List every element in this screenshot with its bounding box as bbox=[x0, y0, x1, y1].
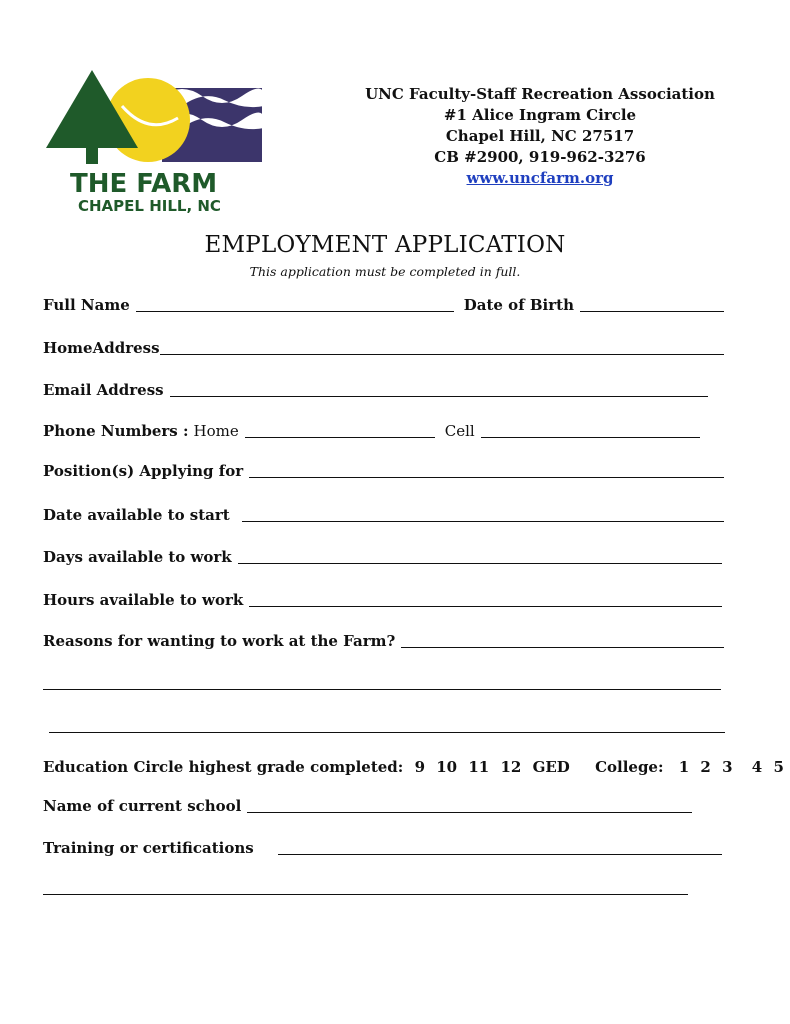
phone-home-label: Home bbox=[193, 422, 239, 440]
college-option-5[interactable]: 5 bbox=[773, 758, 784, 776]
college-option-2[interactable]: 2 bbox=[700, 758, 711, 776]
row-home-address bbox=[43, 339, 724, 357]
school-label: Name of current school bbox=[43, 797, 242, 815]
website-link[interactable]: www.uncfarm.org bbox=[466, 169, 614, 187]
dob-field[interactable] bbox=[580, 297, 724, 312]
row-hours bbox=[43, 591, 722, 609]
org-address: #1 Alice Ingram Circle bbox=[443, 106, 637, 124]
days-field[interactable] bbox=[238, 549, 722, 564]
full-name-label: Full Name bbox=[43, 296, 130, 314]
phone-home-field[interactable] bbox=[245, 423, 435, 438]
dob-label: Date of Birth bbox=[463, 296, 574, 314]
row-days bbox=[43, 548, 722, 566]
grade-option-9[interactable]: 9 bbox=[414, 758, 425, 776]
hours-label: Hours available to work bbox=[43, 591, 244, 609]
org-contact: CB #2900, 919-962-3276 bbox=[434, 148, 646, 166]
full-name-field[interactable] bbox=[136, 297, 454, 312]
training-label: Training or certifications bbox=[43, 839, 254, 857]
phone-label: Phone Numbers : bbox=[43, 422, 189, 440]
school-field[interactable] bbox=[247, 798, 692, 813]
logo-subtitle: CHAPEL HILL, NC bbox=[78, 197, 221, 215]
phone-cell-field[interactable] bbox=[481, 423, 700, 438]
positions-field[interactable] bbox=[249, 463, 724, 478]
grade-option-ged[interactable]: GED bbox=[532, 758, 570, 776]
training-line-2[interactable] bbox=[43, 893, 688, 895]
logo-title: THE FARM bbox=[70, 169, 218, 199]
page-subtitle: This application must be completed in full. bbox=[249, 264, 521, 279]
row-school bbox=[43, 797, 692, 815]
home-address-label: HomeAddress bbox=[43, 339, 160, 357]
row-name-dob bbox=[43, 296, 724, 314]
college-option-1[interactable]: 1 bbox=[678, 758, 690, 776]
the-farm-logo bbox=[42, 66, 264, 216]
college-option-4[interactable]: 4 bbox=[751, 758, 763, 776]
positions-label: Position(s) Applying for bbox=[43, 462, 244, 480]
days-label: Days available to work bbox=[43, 548, 232, 566]
college-option-3[interactable]: 3 bbox=[722, 758, 733, 776]
start-date-field[interactable] bbox=[242, 507, 724, 522]
grade-option-12[interactable]: 12 bbox=[500, 758, 522, 776]
row-positions bbox=[43, 462, 724, 480]
email-field[interactable] bbox=[170, 382, 708, 397]
org-name: UNC Faculty-Staff Recreation Association bbox=[365, 85, 715, 103]
education-row bbox=[43, 758, 790, 776]
grade-option-10[interactable]: 10 bbox=[436, 758, 458, 776]
row-start-date bbox=[43, 506, 724, 524]
reasons-field[interactable] bbox=[401, 633, 724, 648]
education-label: Education Circle highest grade completed: bbox=[43, 758, 404, 776]
grade-option-11[interactable]: 11 bbox=[468, 758, 490, 776]
hours-field[interactable] bbox=[249, 592, 722, 607]
org-city: Chapel Hill, NC 27517 bbox=[445, 127, 635, 145]
college-label: College: bbox=[595, 758, 664, 776]
start-date-label: Date available to start bbox=[43, 506, 230, 524]
page-title: EMPLOYMENT APPLICATION bbox=[204, 232, 566, 258]
phone-cell-label: Cell bbox=[444, 422, 475, 440]
reasons-label: Reasons for wanting to work at the Farm? bbox=[43, 632, 396, 650]
row-phone bbox=[43, 422, 700, 440]
training-field[interactable] bbox=[278, 840, 722, 855]
reasons-line-2[interactable] bbox=[43, 688, 721, 690]
reasons-line-3[interactable] bbox=[49, 731, 725, 733]
organization-block bbox=[360, 84, 720, 189]
email-label: Email Address bbox=[43, 381, 164, 399]
home-address-field[interactable] bbox=[160, 340, 724, 355]
row-reasons bbox=[43, 632, 724, 650]
row-training bbox=[43, 839, 722, 857]
row-email bbox=[43, 381, 708, 399]
